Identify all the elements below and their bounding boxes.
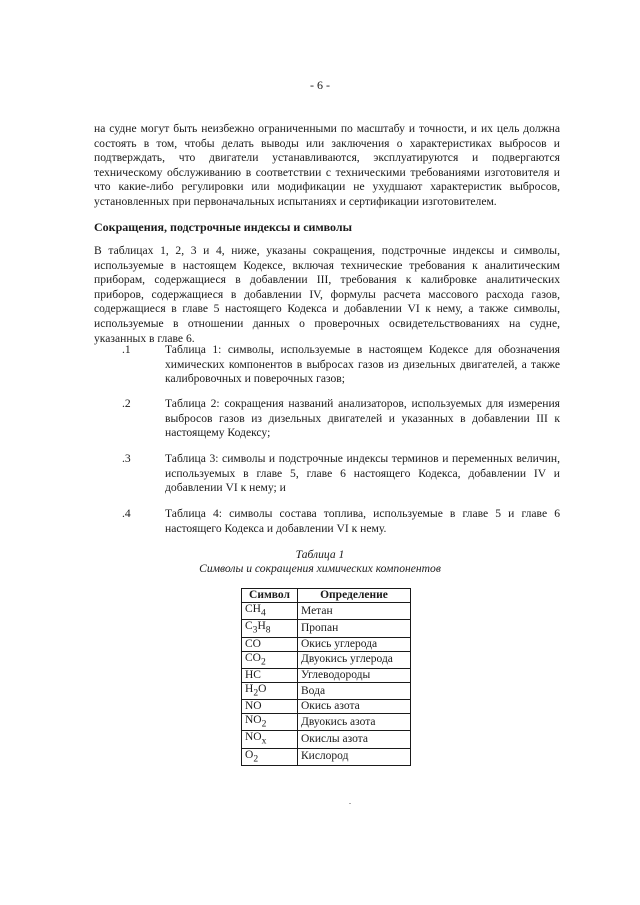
table-title: Таблица 1 bbox=[295, 548, 345, 561]
definition-cell: Окись углерода bbox=[298, 637, 411, 651]
table-row bbox=[242, 700, 411, 714]
symbol-cell: $CO_2$ bbox=[242, 651, 298, 668]
definition-cell: Пропан bbox=[298, 620, 411, 637]
list-item-text: Таблица 3: символы и подстрочные индексы терминов и переменных величин, используемых в главе 5, главе 6 настоящего Кодекса, добавлении IV и добавлении VI к нему; и bbox=[165, 452, 560, 495]
table-row bbox=[242, 603, 411, 620]
scan-speck bbox=[349, 803, 351, 804]
list-item-text: Таблица 2: сокращения названий анализаторов, используемых для измерения выбросов газов из дизельных двигателей и указанных в добавлении III к настоящему Кодексу; bbox=[165, 397, 560, 440]
definition-cell: Вода bbox=[298, 682, 411, 699]
symbol-cell: HC bbox=[242, 668, 298, 682]
list-item-text: Таблица 1: символы, используемые в настоящем Кодексе для обозначения химических компонентов в выбросах газов из дизельных двигателей, а также калибровочных и поверочных газов; bbox=[165, 343, 560, 386]
symbol-cell: $CH_4$ bbox=[242, 603, 298, 620]
list-item-text: Таблица 4: символы состава топлива, используемые в главе 5 и главе 6 настоящего Кодекса и добавлении VI к нему. bbox=[165, 507, 560, 535]
definition-cell: Двуокись азота bbox=[298, 714, 411, 731]
list-item-number: .2 bbox=[122, 397, 131, 410]
page-number: - 6 - bbox=[310, 78, 330, 92]
table-row bbox=[242, 637, 411, 651]
table-subtitle: Символы и сокращения химических компонентов bbox=[199, 562, 441, 575]
symbols-table bbox=[241, 588, 411, 766]
symbol-cell: $NO_x$ bbox=[242, 731, 298, 748]
table-row bbox=[242, 731, 411, 748]
table-row bbox=[242, 668, 411, 682]
symbol-cell: $NO_2$ bbox=[242, 714, 298, 731]
section-paragraph: В таблицах 1, 2, 3 и 4, ниже, указаны сокращения, подстрочные индексы и символы, используемые в настоящем Кодексе, включая технические требования к аналитическим приборам, содержащиеся в добавлении III, требования к калибровке аналитических приборов, содержащиеся в добавлении IV, формулы расчета массового расхода газов, содержащиеся в главе 5 настоящего Кодекса и добавлении VI к нему, а также символы, используемые в отношении данных о проверочных освидетельствованиях на судне, указанных в главе 6. bbox=[94, 244, 560, 345]
definition-cell: Кислород bbox=[298, 748, 411, 765]
definition-cell: Двуокись углерода bbox=[298, 651, 411, 668]
table-row bbox=[242, 620, 411, 637]
definition-cell: Окись азота bbox=[298, 700, 411, 714]
section-heading: Сокращения, подстрочные индексы и символы bbox=[94, 220, 352, 234]
list-item-number: .3 bbox=[122, 452, 131, 465]
list-item-number: .4 bbox=[122, 507, 131, 520]
list-item-number: .1 bbox=[122, 343, 131, 356]
definition-cell: Окислы азота bbox=[298, 731, 411, 748]
table-row bbox=[242, 682, 411, 699]
symbol-cell: $C_3H_8$ bbox=[242, 620, 298, 637]
definition-cell: Метан bbox=[298, 603, 411, 620]
header-definition: Определение bbox=[298, 589, 411, 603]
table-row bbox=[242, 748, 411, 765]
symbol-cell: CO bbox=[242, 637, 298, 651]
table-row bbox=[242, 714, 411, 731]
intro-paragraph: на судне могут быть неизбежно ограниченными по масштабу и точности, и их цель должна состоять в том, чтобы делать выводы или заключения о характеристиках выбросов и подтверждать, что двигатели устанавливаются, эксплуатируются и подвергаются техническому обслуживанию в соответствии с техническими требованиями изготовителя и что какие-либо регулировки или модификации не ухудшают характеристик выбросов, установленных при первоначальных испытаниях и сертификации изготовителем. bbox=[94, 122, 560, 208]
symbol-cell: $O_2$ bbox=[242, 748, 298, 765]
symbol-cell: NO bbox=[242, 700, 298, 714]
table-row bbox=[242, 651, 411, 668]
table-header-row bbox=[242, 589, 411, 603]
definition-cell: Углеводороды bbox=[298, 668, 411, 682]
symbol-cell: $H_2O$ bbox=[242, 682, 298, 699]
header-symbol: Символ bbox=[242, 589, 298, 603]
